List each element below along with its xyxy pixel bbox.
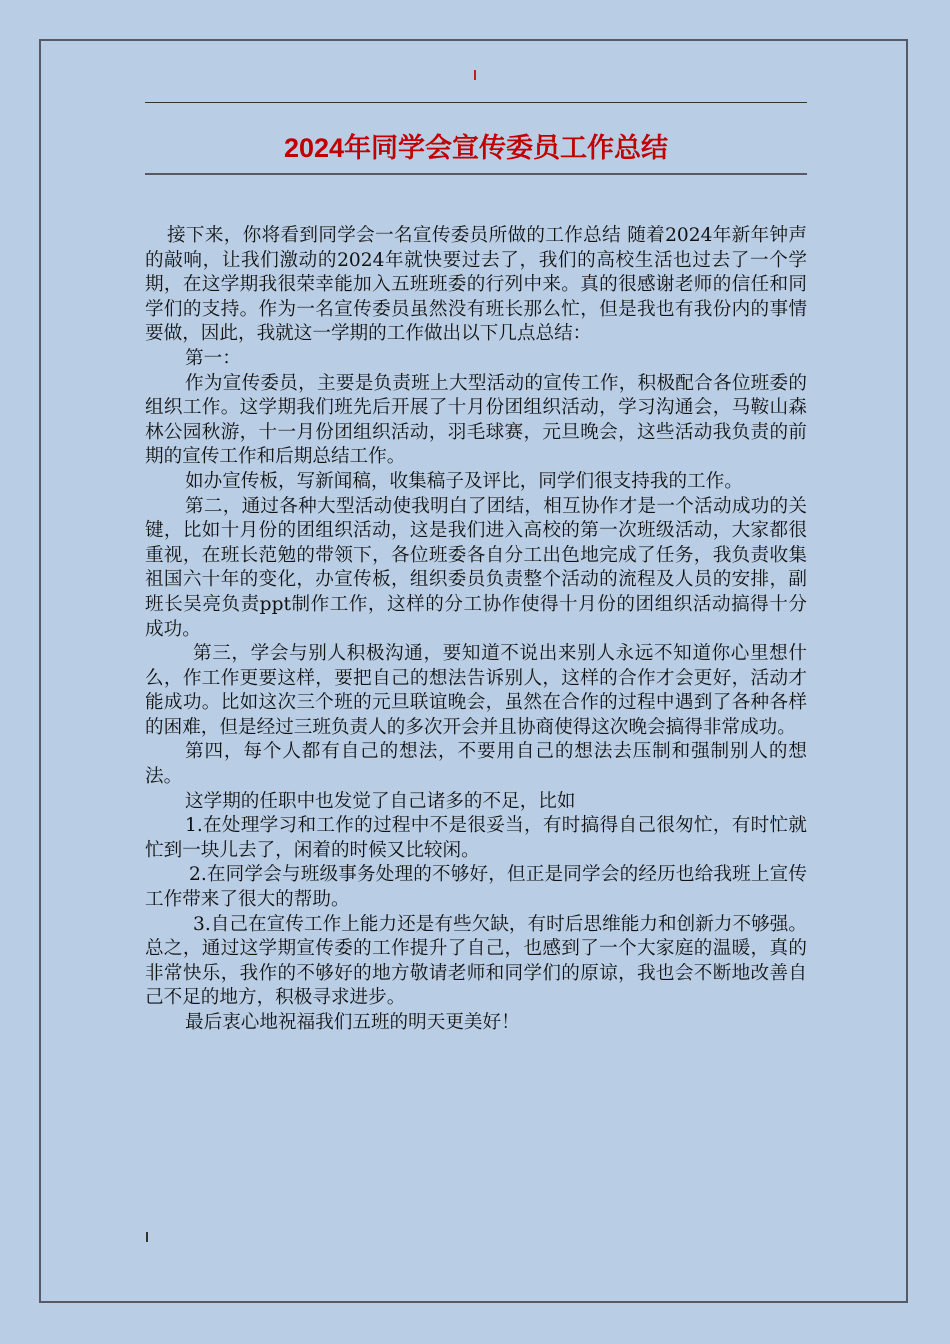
title-rule (145, 173, 807, 175)
list-item: 2.在同学会与班级事务处理的不够好，但正是同学会的经历也给我班上宣传工作带来了很大的帮助。 (145, 864, 807, 911)
intro-paragraph: 接下来，你将看到同学会一名宣传委员所做的工作总结 随着2024年新年钟声的敲响，让我们激动的2024年就快要过去了，我们的高校生活也过去了一个学期，在这学期我很荣幸能加入五班班委的行列中来。真的很感谢老师的信任和同学们的支持。作为一名宣传委员虽然没有班长那么忙，但是我也有我份内的事情要做，因此，我就这一学期的工作做出以下几点总结： (145, 225, 807, 345)
section-heading-first: 第一： (185, 347, 241, 369)
header-mark (474, 70, 476, 80)
body-paragraph: 这学期的任职中也发觉了自己诸多的不足，比如 (185, 790, 576, 812)
body-paragraph: 第二，通过各种大型活动使我明白了团结，相互协作才是一个活动成功的关键，比如十月份的团组织活动，这是我们进入高校的第一次班级活动，大家都很重视，在班长范勉的带领下，各位班委各自分工出色地完成了任务，我负责收集 祖国六十年的变化，办宣传板，组织委员负责整个活动的流程及人员的安排，副班长吴亮负责ppt制作工作，这样的分工协作使得十月份的团组织活动搞得十分成功。 (145, 495, 807, 640)
body-paragraph: 如办宣传板，写新闻稿，收集稿子及评比，同学们很支持我的工作。 (185, 470, 743, 492)
document-body (145, 224, 807, 1036)
footer-mark (146, 1232, 148, 1242)
closing-paragraph: 最后衷心地祝福我们五班的明天更美好！ (185, 1012, 520, 1033)
body-paragraph: 作为宣传委员，主要是负责班上大型活动的宣传工作，积极配合各位班委的组织工作。这学期我们班先后开展了十月份团组织活动，学习沟通会，马鞍山森林公园秋游，十一月份团组织活动，羽毛球赛，元旦晚会，这些活动我负责的前期的宣传工作和后期总结工作。 (145, 372, 807, 468)
top-rule (145, 102, 807, 103)
body-paragraph: 第三，学会与别人积极沟通，要知道不说出来别人永远不知道你心里想什么，作工作更要这样，要把自己的想法告诉别人，这样的合作才会更好，活动才能成功。比如这次三个班的元旦联谊晚会，虽然在合作的过程中遇到了各种各样的困难，但是经过三班负责人的多次开会并且协商使得这次晚会搞得非常成功。 (145, 643, 807, 738)
list-item: 1.在处理学习和工作的过程中不是很妥当，有时搞得自己很匆忙，有时忙就忙到一块儿去了，闲着的时候又比较闲。 (145, 815, 807, 861)
document-title: 2024年同学会宣传委员工作总结 (283, 133, 669, 163)
body-paragraph: 第四，每个人都有自己的想法，不要用自己的想法去压制和强制别人的想法。 (145, 741, 807, 788)
list-item: 3.自己在宣传工作上能力还是有些欠缺，有时后思维能力和创新力不够强。总之，通过这学期宣传委的工作提升了自己，也感到了一个大家庭的温暖，真的非常快乐，我作的不够好的地方敬请老师和同学们的原谅，我也会不断地改善自己不足的地方，积极寻求进步。 (145, 913, 807, 1009)
